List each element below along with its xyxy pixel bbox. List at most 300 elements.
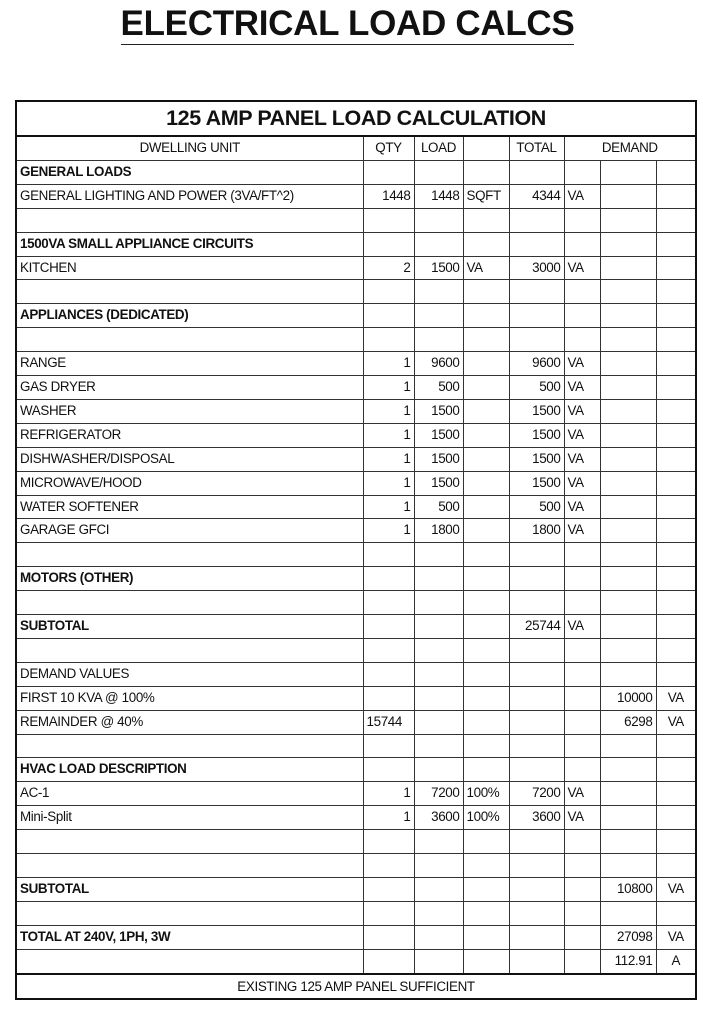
total-unit-cell [564,591,600,615]
load-unit-cell [463,591,509,615]
table-row [16,877,696,901]
panel-title-row [16,101,696,136]
load-unit-cell: 100% [463,782,509,806]
table-row [16,423,696,447]
load-cell: 1500 [414,471,463,495]
demand-cell [600,854,656,878]
load-cell [414,567,463,591]
description-cell: HVAC LOAD DESCRIPTION [16,758,363,782]
qty-cell: 1 [363,495,414,519]
demand-cell [600,399,656,423]
qty-cell [363,877,414,901]
demand-cell [600,615,656,639]
qty-cell: 1 [363,447,414,471]
description-cell: GENERAL LIGHTING AND POWER (3VA/FT^2) [16,184,363,208]
load-unit-cell [463,376,509,400]
description-cell: REMAINDER @ 40% [16,710,363,734]
load-cell [414,208,463,232]
demand-cell [600,328,656,352]
demand-cell [600,543,656,567]
table-row [16,352,696,376]
total-unit-cell [564,949,600,973]
description-cell: SUBTOTAL [16,615,363,639]
table-row [16,208,696,232]
load-cell: 3600 [414,806,463,830]
demand-cell [600,304,656,328]
total-cell [509,877,564,901]
demand-unit-cell [656,734,696,758]
qty-cell [363,160,414,184]
load-cell [414,686,463,710]
load-unit-cell [463,280,509,304]
panel-load-calculation-table [15,100,697,1000]
total-cell: 4344 [509,184,564,208]
total-cell [509,949,564,973]
header-dwelling-unit: DWELLING UNIT [16,136,363,160]
qty-cell: 1448 [363,184,414,208]
load-cell [414,543,463,567]
total-cell [509,710,564,734]
total-cell [509,232,564,256]
total-cell [509,208,564,232]
load-cell [414,830,463,854]
table-row [16,232,696,256]
description-cell: WASHER [16,399,363,423]
demand-unit-cell [656,184,696,208]
total-cell [509,662,564,686]
table-row [16,184,696,208]
total-cell [509,901,564,925]
load-cell [414,591,463,615]
header-load-unit [463,136,509,160]
qty-cell: 1 [363,471,414,495]
table-row [16,280,696,304]
qty-cell [363,280,414,304]
qty-cell [363,830,414,854]
load-unit-cell [463,686,509,710]
qty-cell [363,734,414,758]
load-cell: 1500 [414,423,463,447]
demand-unit-cell [656,328,696,352]
demand-cell [600,567,656,591]
load-unit-cell [463,615,509,639]
total-unit-cell: VA [564,495,600,519]
demand-unit-cell: VA [656,686,696,710]
demand-cell [600,160,656,184]
demand-cell [600,423,656,447]
total-cell [509,591,564,615]
demand-unit-cell [656,304,696,328]
demand-unit-cell [656,830,696,854]
table-row [16,949,696,973]
table-row [16,328,696,352]
load-unit-cell [463,208,509,232]
demand-unit-cell [656,567,696,591]
description-cell [16,328,363,352]
total-cell [509,328,564,352]
table-row [16,519,696,543]
qty-cell [363,304,414,328]
load-cell [414,758,463,782]
demand-cell [600,280,656,304]
total-cell: 3600 [509,806,564,830]
demand-unit-cell [656,591,696,615]
demand-cell [600,662,656,686]
description-cell: KITCHEN [16,256,363,280]
load-cell: 1500 [414,399,463,423]
total-cell [509,686,564,710]
header-total: TOTAL [509,136,564,160]
demand-unit-cell [656,447,696,471]
total-unit-cell [564,543,600,567]
demand-unit-cell [656,806,696,830]
total-unit-cell: VA [564,471,600,495]
qty-cell [363,615,414,639]
load-cell [414,710,463,734]
load-unit-cell [463,734,509,758]
header-demand: DEMAND [564,136,696,160]
total-unit-cell [564,901,600,925]
demand-unit-cell [656,854,696,878]
total-unit-cell [564,877,600,901]
total-unit-cell: VA [564,376,600,400]
demand-cell: 10000 [600,686,656,710]
qty-cell: 15744 [363,710,414,734]
qty-cell: 1 [363,519,414,543]
table-row [16,686,696,710]
description-cell: REFRIGERATOR [16,423,363,447]
load-unit-cell [463,854,509,878]
demand-unit-cell [656,638,696,662]
description-cell: DISHWASHER/DISPOSAL [16,447,363,471]
total-cell: 1500 [509,447,564,471]
description-cell [16,830,363,854]
total-cell: 7200 [509,782,564,806]
description-cell: RANGE [16,352,363,376]
load-cell [414,662,463,686]
total-unit-cell [564,686,600,710]
load-unit-cell [463,304,509,328]
table-row [16,567,696,591]
description-cell [16,854,363,878]
description-cell: SUBTOTAL [16,877,363,901]
total-unit-cell [564,328,600,352]
qty-cell [363,328,414,352]
load-cell: 7200 [414,782,463,806]
table-row [16,758,696,782]
total-unit-cell [564,830,600,854]
total-cell [509,734,564,758]
description-cell: MICROWAVE/HOOD [16,471,363,495]
table-row [16,543,696,567]
table-row [16,471,696,495]
demand-unit-cell [656,399,696,423]
total-unit-cell [564,758,600,782]
load-unit-cell [463,567,509,591]
total-unit-cell [564,854,600,878]
demand-unit-cell [656,758,696,782]
demand-cell [600,519,656,543]
total-unit-cell: VA [564,519,600,543]
load-unit-cell [463,925,509,949]
load-unit-cell [463,519,509,543]
demand-unit-cell [656,519,696,543]
demand-cell [600,352,656,376]
table-row [16,376,696,400]
total-unit-cell [564,208,600,232]
load-unit-cell [463,160,509,184]
load-unit-cell [463,877,509,901]
table-row [16,901,696,925]
demand-unit-cell: VA [656,925,696,949]
demand-cell: 10800 [600,877,656,901]
table-row [16,854,696,878]
load-cell [414,615,463,639]
qty-cell: 2 [363,256,414,280]
total-cell [509,830,564,854]
document-title-text: ELECTRICAL LOAD CALCS [120,4,575,43]
table-row [16,830,696,854]
demand-unit-cell: VA [656,877,696,901]
total-unit-cell: VA [564,615,600,639]
qty-cell [363,232,414,256]
demand-unit-cell [656,232,696,256]
header-qty: QTY [363,136,414,160]
demand-unit-cell [656,256,696,280]
demand-cell [600,734,656,758]
load-unit-cell [463,399,509,423]
load-unit-cell [463,495,509,519]
total-unit-cell [564,232,600,256]
qty-cell [363,591,414,615]
qty-cell [363,638,414,662]
qty-cell: 1 [363,352,414,376]
demand-unit-cell [656,662,696,686]
table-row [16,591,696,615]
total-cell: 1500 [509,423,564,447]
description-cell: TOTAL AT 240V, 1PH, 3W [16,925,363,949]
qty-cell [363,686,414,710]
header-load: LOAD [414,136,463,160]
demand-unit-cell [656,782,696,806]
table-row [16,615,696,639]
demand-cell [600,447,656,471]
load-unit-cell [463,662,509,686]
conclusion-row [16,974,696,999]
qty-cell [363,854,414,878]
load-unit-cell [463,471,509,495]
panel-title: 125 AMP PANEL LOAD CALCULATION [16,101,696,136]
load-cell [414,949,463,973]
table-row [16,399,696,423]
total-unit-cell [564,734,600,758]
total-cell [509,854,564,878]
total-cell: 1500 [509,399,564,423]
load-cell [414,854,463,878]
demand-cell [600,638,656,662]
total-cell [509,280,564,304]
table-row [16,256,696,280]
total-unit-cell: VA [564,423,600,447]
qty-cell [363,662,414,686]
description-cell [16,949,363,973]
total-cell [509,543,564,567]
total-cell: 500 [509,495,564,519]
table-row [16,925,696,949]
demand-unit-cell [656,543,696,567]
load-cell [414,734,463,758]
load-unit-cell [463,901,509,925]
qty-cell [363,208,414,232]
qty-cell: 1 [363,782,414,806]
total-unit-cell [564,638,600,662]
load-unit-cell [463,352,509,376]
description-cell [16,591,363,615]
demand-cell [600,184,656,208]
table-row [16,734,696,758]
description-cell: WATER SOFTENER [16,495,363,519]
total-cell [509,925,564,949]
load-cell: 9600 [414,352,463,376]
description-cell: FIRST 10 KVA @ 100% [16,686,363,710]
total-unit-cell: VA [564,399,600,423]
total-unit-cell: VA [564,782,600,806]
demand-cell [600,232,656,256]
total-cell: 9600 [509,352,564,376]
load-cell [414,232,463,256]
table-row [16,662,696,686]
load-unit-cell [463,758,509,782]
qty-cell: 1 [363,806,414,830]
description-cell [16,638,363,662]
total-unit-cell [564,925,600,949]
demand-cell: 112.91 [600,949,656,973]
load-unit-cell [463,830,509,854]
table-row [16,447,696,471]
demand-cell [600,256,656,280]
total-cell [509,638,564,662]
demand-cell [600,782,656,806]
total-cell [509,160,564,184]
total-cell [509,567,564,591]
load-cell [414,304,463,328]
total-cell: 1800 [509,519,564,543]
load-cell [414,280,463,304]
load-unit-cell [463,543,509,567]
total-unit-cell [564,567,600,591]
column-header-row [16,136,696,160]
total-unit-cell: VA [564,447,600,471]
qty-cell: 1 [363,423,414,447]
demand-unit-cell: A [656,949,696,973]
description-cell: GAS DRYER [16,376,363,400]
qty-cell [363,543,414,567]
demand-cell [600,830,656,854]
demand-unit-cell [656,423,696,447]
load-cell: 1500 [414,256,463,280]
load-unit-cell: 100% [463,806,509,830]
load-cell [414,160,463,184]
total-cell [509,304,564,328]
load-unit-cell [463,638,509,662]
total-unit-cell [564,710,600,734]
description-cell: AC-1 [16,782,363,806]
demand-unit-cell [656,280,696,304]
total-unit-cell [564,662,600,686]
load-cell: 500 [414,376,463,400]
load-unit-cell: VA [463,256,509,280]
qty-cell [363,925,414,949]
demand-cell: 6298 [600,710,656,734]
load-unit-cell [463,328,509,352]
description-cell: MOTORS (OTHER) [16,567,363,591]
load-unit-cell [463,447,509,471]
table-row [16,495,696,519]
total-unit-cell [564,304,600,328]
load-unit-cell [463,423,509,447]
total-unit-cell: VA [564,256,600,280]
demand-unit-cell [656,352,696,376]
description-cell: 1500VA SMALL APPLIANCE CIRCUITS [16,232,363,256]
qty-cell [363,567,414,591]
demand-cell [600,806,656,830]
demand-unit-cell [656,208,696,232]
qty-cell [363,758,414,782]
total-unit-cell: VA [564,806,600,830]
demand-cell: 27098 [600,925,656,949]
description-cell [16,208,363,232]
total-cell: 25744 [509,615,564,639]
total-cell: 500 [509,376,564,400]
panel-conclusion: EXISTING 125 AMP PANEL SUFFICIENT [16,974,696,999]
demand-cell [600,758,656,782]
total-cell: 1500 [509,471,564,495]
description-cell: GARAGE GFCI [16,519,363,543]
total-unit-cell [564,160,600,184]
table-row [16,160,696,184]
load-cell: 1500 [414,447,463,471]
table-row [16,806,696,830]
load-unit-cell [463,710,509,734]
total-unit-cell [564,280,600,304]
load-cell [414,877,463,901]
table-row [16,782,696,806]
demand-unit-cell [656,615,696,639]
total-unit-cell: VA [564,352,600,376]
total-cell: 3000 [509,256,564,280]
total-cell [509,758,564,782]
load-cell [414,901,463,925]
description-cell: APPLIANCES (DEDICATED) [16,304,363,328]
demand-cell [600,376,656,400]
table-row [16,304,696,328]
load-unit-cell [463,949,509,973]
load-unit-cell: SQFT [463,184,509,208]
demand-cell [600,471,656,495]
qty-cell [363,949,414,973]
qty-cell: 1 [363,376,414,400]
description-cell [16,901,363,925]
qty-cell: 1 [363,399,414,423]
load-cell: 1800 [414,519,463,543]
load-unit-cell [463,232,509,256]
demand-cell [600,591,656,615]
demand-cell [600,208,656,232]
demand-cell [600,495,656,519]
demand-unit-cell [656,376,696,400]
description-cell [16,734,363,758]
document-title [0,4,695,45]
